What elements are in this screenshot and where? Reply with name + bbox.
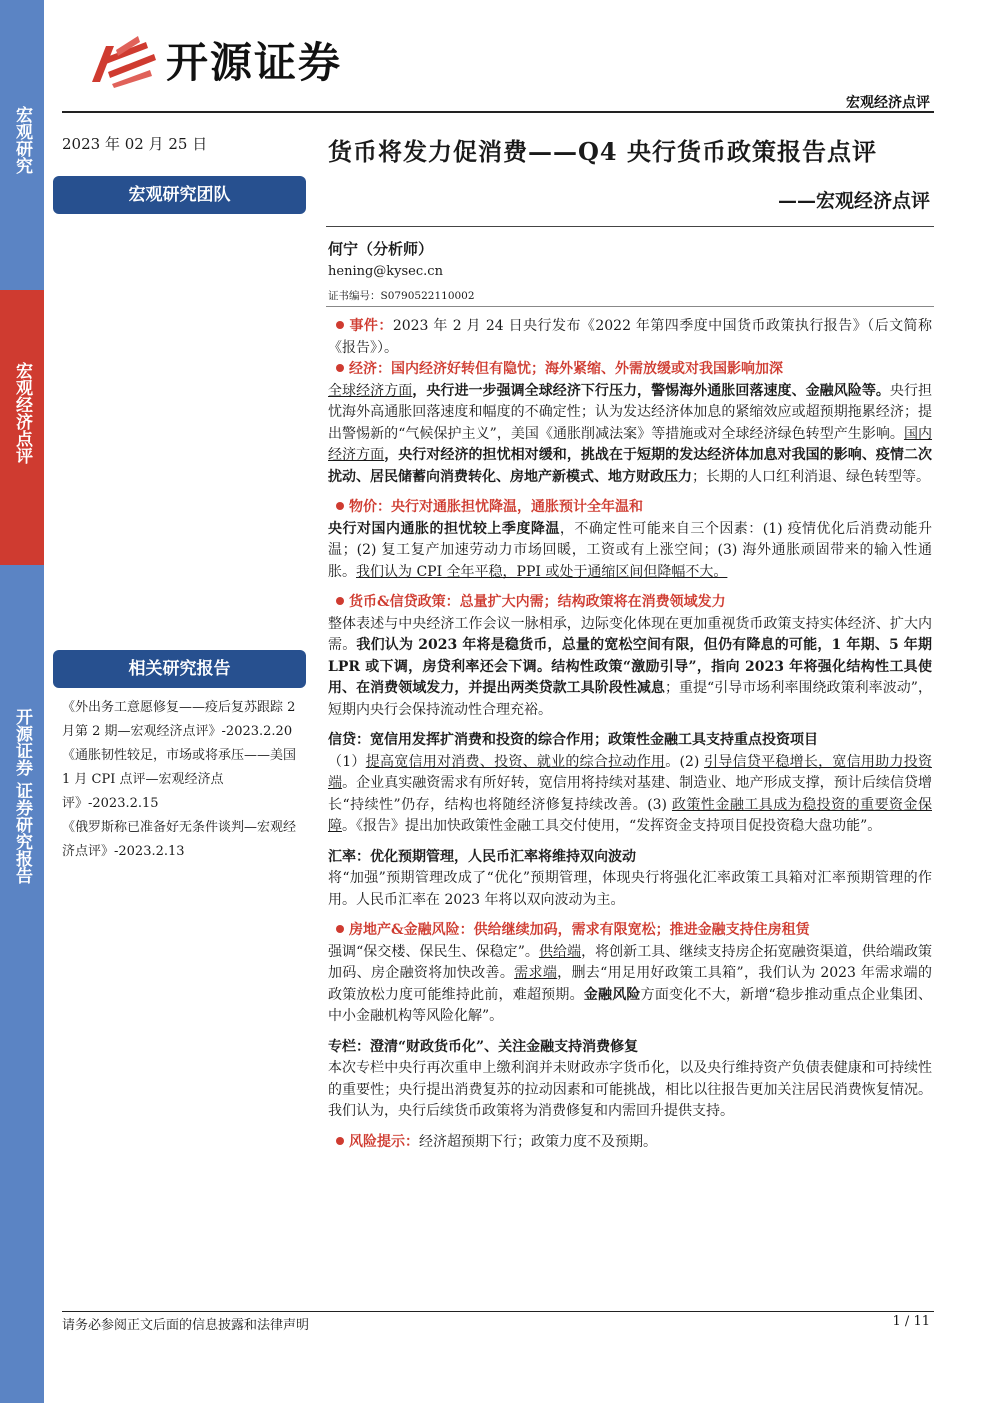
bullet-icon (336, 321, 344, 329)
sidebar-strip (0, 0, 44, 1403)
related-reports-title: 相关研究报告 (53, 650, 306, 688)
footer-rule (62, 1311, 934, 1312)
sidebar-label-middle: 宏观经济点评 (12, 362, 32, 464)
related-report-item[interactable]: 《外出务工意愿修复——疫后复苏跟踪 2 月第 2 期—宏观经济点评》-2023.2.20 (62, 700, 296, 739)
column-heading: 专栏：澄清“财政货币化”、关注金融支持消费修复 (328, 1038, 639, 1055)
event-paragraph: 事件：2023 年 2 月 24 日央行发布《2022 年第四季度中国货币政策执行报告》（后文简称《报告》）。 (328, 318, 932, 356)
related-report-item[interactable]: 《俄罗斯称已准备好无条件谈判—宏观经济点评》-2023.2.13 (62, 820, 297, 859)
report-subtitle: ——宏观经济点评 (777, 190, 930, 212)
sidebar-label-bottom: 开源证券 证券研究报告 (12, 708, 32, 884)
company-logo (88, 28, 388, 90)
footer-disclaimer: 请务必参阅正文后面的信息披露和法律声明 (62, 1318, 310, 1333)
team-box: 宏观研究团队 (53, 176, 306, 214)
policy-heading: 货币&信贷政策：总量扩大内需；结构政策将在消费领域发力 (328, 592, 932, 614)
price-paragraph: 央行对国内通胀的担忧较上季度降温，不确定性可能来自三个因素：(1) 疫情优化后消费动能升温；(2) 复工复产加速劳动力市场回暖，工资或有上涨空间；(3) 海外通胀顽固带来的输入性通胀。我们认为 CPI 全年平稳，PPI 或处于通缩区间但降幅不大。 (328, 520, 933, 580)
sidebar-label-top: 宏观研究 (12, 106, 32, 174)
report-date: 2023 年 02 月 25 日 (62, 135, 208, 153)
related-report-item[interactable]: 《通胀韧性较足，市场或将承压——美国 1 月 CPI 点评—宏观经济点评》-2023.2.15 (62, 748, 297, 811)
header-rule (62, 111, 934, 113)
title-rule (326, 226, 934, 227)
credit-paragraph: （1）提高宽信用对消费、投资、就业的综合拉动作用。(2) 引导信贷平稳增长，宽信用助力投资端。企业真实融资需求有所好转，宽信用将持续对基建、制造业、地产形成支撑，预计后续信贷增长“持续性”仍存，结构也将随经济修复持续改善。(3) 政策性金融工具成为稳投资的重要资金保障。《报告》提出加快政策性金融工具交付使用，“发挥资金支持项目促投资稳大盘功能”。 (328, 753, 933, 834)
related-reports-list (62, 696, 307, 864)
bullet-icon (336, 364, 344, 372)
fx-heading: 汇率：优化预期管理，人民币汇率将维持双向波动 (328, 848, 636, 865)
bullet-icon (336, 502, 344, 510)
price-heading: 物价：央行对通胀担忧降温，通胀预计全年温和 (328, 497, 932, 519)
fx-paragraph: 将“加强”预期管理改成了“优化”预期管理，体现央行将强化汇率政策工具箱对汇率预期管理的作用。人民币汇率在 2023 年将以双向波动为主。 (328, 870, 932, 908)
analyst-cert: 证书编号：S0790522110002 (328, 290, 475, 302)
risk-paragraph: 风险提示：经济超预期下行；政策力度不及预期。 (328, 1132, 932, 1154)
econ-paragraph: 全球经济方面，央行进一步强调全球经济下行压力，警惕海外通胀回落速度、金融风险等。央行担忧海外高通胀回落速度和幅度的不确定性；认为发达经济体加息的紧缩效应或超预期拖累经济；提出警惕新的“气候保护主义”，美国《通胀削减法案》等措施或对全球经济绿色转型产生影响。国内经济方面，央行对经济的担忧相对缓和，挑战在于短期的发达经济体加息对我国的影响、疫情二次扰动、居民储蓄向消费转化、房地产新模式、地方财政压力；长期的人口红利消退、绿色转型等。 (328, 382, 933, 485)
credit-heading: 信贷：宽信用发挥扩消费和投资的综合作用；政策性金融工具支持重点投资项目 (328, 732, 818, 748)
report-title: 货币将发力促消费——Q4 央行货币政策报告点评 (328, 137, 877, 166)
bullet-icon (336, 1137, 344, 1145)
realestate-heading: 房地产&金融风险：供给继续加码，需求有限宽松；推进金融支持住房租赁 (328, 920, 932, 942)
report-body (328, 316, 932, 1153)
column-paragraph: 本次专栏中央行再次重申上缴利润并未财政赤字货币化，以及央行维持资产负债表健康和可持续性的重要性；央行提出消费复苏的拉动因素和可能挑战，相比以往报告更加关注居民消费恢复情况。我们认为，央行后续货币政策将为消费修复和内需回升提供支持。 (328, 1060, 932, 1119)
page-number: 1 / 11 (892, 1314, 930, 1329)
analyst-email[interactable]: hening@kysec.cn (328, 264, 443, 279)
logo-mark-icon (88, 32, 158, 88)
realestate-paragraph: 强调“保交楼、保民生、保稳定”。供给端，将创新工具、继续支持房企拓宽融资渠道，供给端政策加码、房企融资将加快改善。需求端，删去“用足用好政策工具箱”，我们认为 2023 年需求端的政策放松力度可能维持此前，难超预期。金融风险方面变化不大，新增“稳步推动重点企业集团、中小金融机构等风险化解”。 (328, 943, 933, 1024)
econ-heading: 经济：国内经济好转但有隐忧；海外紧缩、外需放缓或对我国影响加深 (328, 359, 932, 381)
analyst-name: 何宁（分析师） (328, 240, 434, 258)
header-tag: 宏观经济点评 (846, 95, 930, 111)
cert-rule (326, 306, 934, 307)
bullet-icon (336, 597, 344, 605)
policy-paragraph: 整体表述与中央经济工作会议一脉相承，边际变化体现在更加重视货币政策支持实体经济、扩大内需。我们认为 2023 年将是稳货币，总量的宽松空间有限，但仍有降息的可能，1 年期、5 年期 LPR 或下调，房贷利率还会下调。结构性政策“激励引导”，指向 2023 年将强化结构性工具使用、在消费领域发力，并提出两类贷款工具阶段性减息；重提“引导市场利率围绕政策利率波动”，短期内央行会保持流动性合理充裕。 (328, 615, 932, 718)
logo-text: 开源证券 (166, 38, 343, 87)
bullet-icon (336, 925, 344, 933)
